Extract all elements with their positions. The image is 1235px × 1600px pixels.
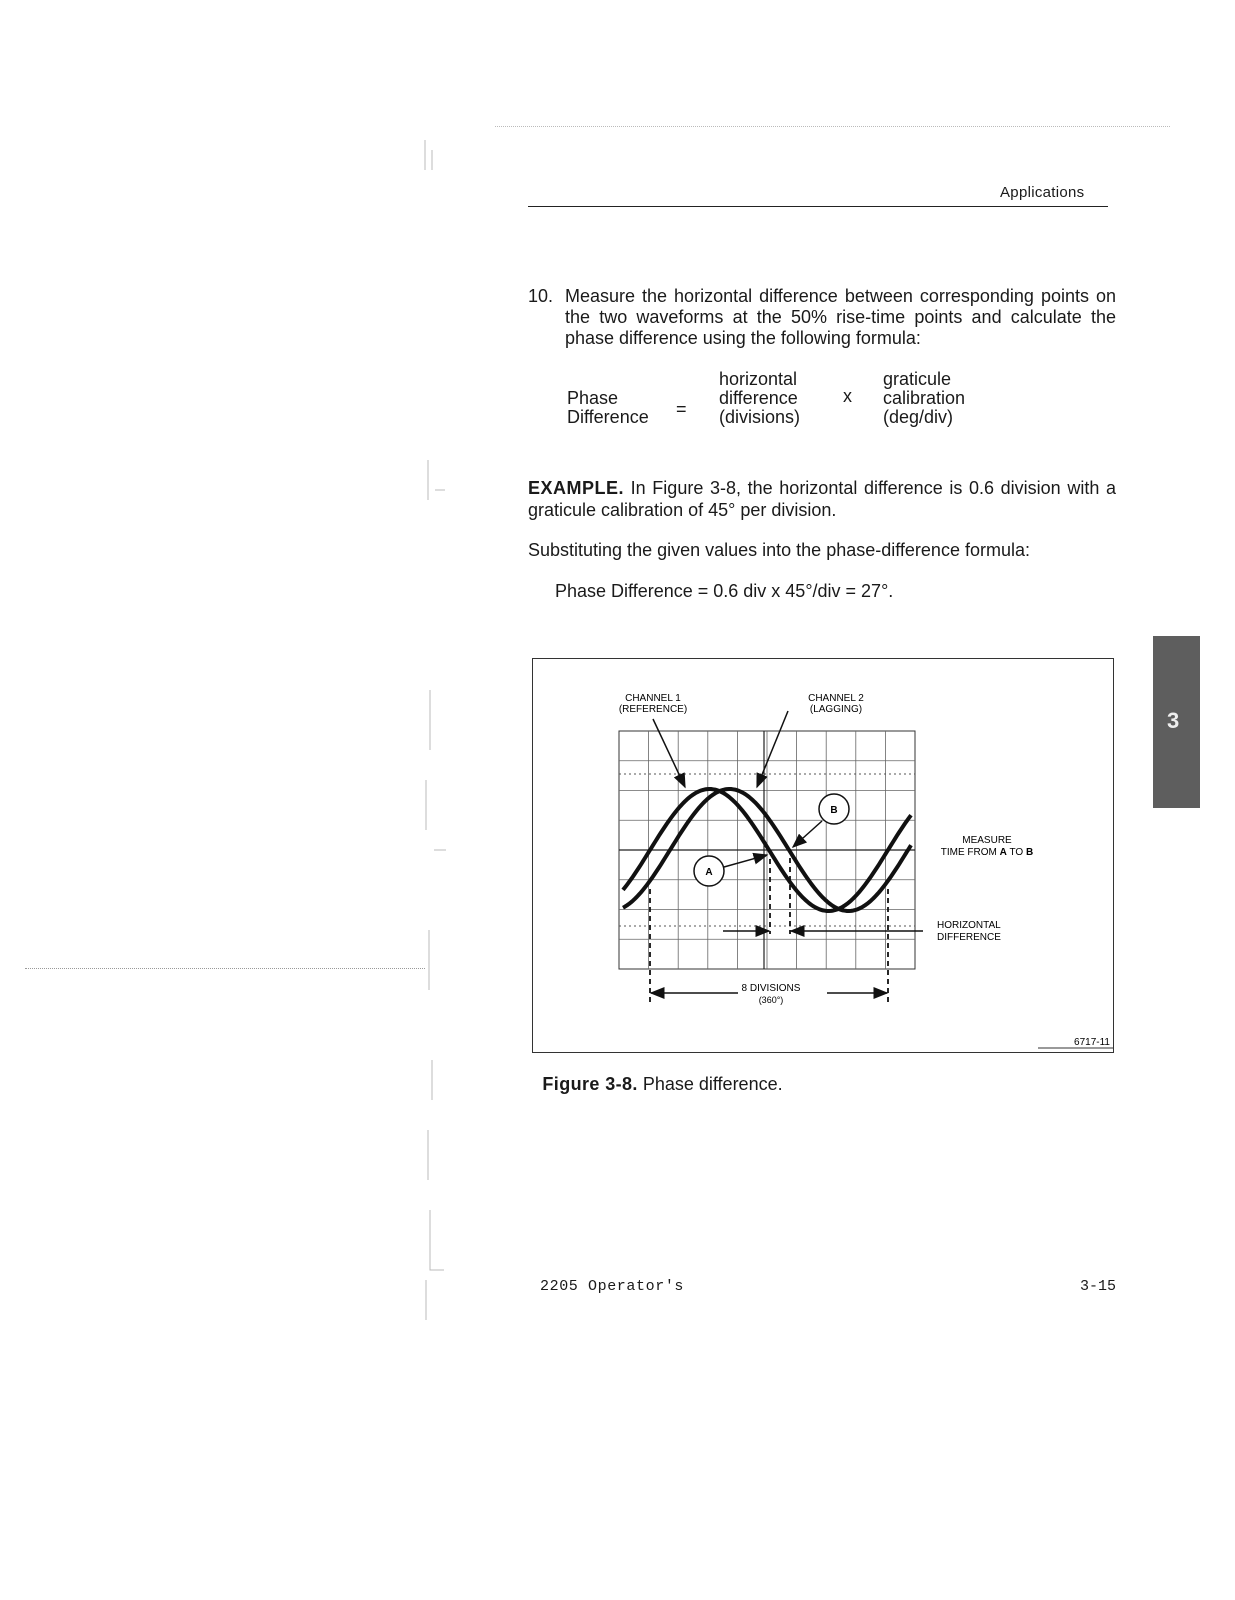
figure-caption-text: Phase difference.	[637, 1074, 783, 1094]
channel-1-label-line1: CHANNEL 1	[625, 693, 681, 704]
example-label: EXAMPLE.	[528, 478, 625, 498]
figure-caption-label: Figure 3-8.	[542, 1074, 638, 1094]
example-paragraph	[528, 477, 1116, 521]
phase-difference-diagram	[533, 659, 1113, 1052]
hdiff-label-line2: DIFFERENCE	[937, 932, 1001, 943]
channel-1-label-line2: (REFERENCE)	[618, 704, 688, 715]
scan-artifact-left-line	[25, 968, 425, 969]
hdiff-label-line1: HORIZONTAL	[937, 920, 1001, 931]
channel-1-pointer	[653, 719, 685, 787]
chapter-tab	[1153, 636, 1200, 808]
formula-term1: horizontal difference (divisions)	[719, 369, 801, 427]
substitution-text: Substituting the given values into the phase-difference formula:	[528, 540, 1030, 560]
channel-2-label-line1: CHANNEL 2	[808, 693, 864, 704]
result-equation: Phase Difference = 0.6 div x 45°/div = 27°.	[555, 581, 894, 601]
measure-label-line2: TIME FROM A TO B	[940, 847, 1034, 858]
header-rule	[528, 206, 1108, 207]
channel-2-label-line2: (LAGGING)	[809, 704, 863, 715]
point-b-label: B	[830, 805, 838, 816]
formula-times: x	[843, 386, 852, 406]
point-a-label: A	[705, 867, 713, 878]
chapter-tab-label: 3	[1167, 708, 1180, 733]
formula-lhs: Phase Difference	[567, 388, 649, 427]
step-text: Measure the horizontal difference between corresponding points on the two waveforms at the 50% rise-time points and calculate the phase difference using the following formula:	[565, 286, 1116, 348]
figure-caption	[0, 1074, 1235, 1095]
channel-2-pointer	[757, 711, 788, 787]
figure-id: 6717-11	[1074, 1037, 1110, 1048]
footer-page-number: 3-15	[1080, 1278, 1117, 1295]
point-b-pointer	[793, 821, 822, 847]
section-title: Applications	[1000, 184, 1085, 201]
measure-label-line1: MEASURE	[962, 835, 1012, 846]
figure-3-8	[532, 658, 1114, 1053]
footer-manual-title: 2205 Operator's	[540, 1278, 685, 1295]
formula-term2: graticule calibration (deg/div)	[883, 369, 966, 427]
scan-artifact-dotted-line	[495, 126, 1170, 127]
example-text: In Figure 3-8, the horizontal difference is 0.6 division with a graticule calibration of 45° per division.	[528, 478, 1116, 520]
step-10	[528, 286, 1116, 349]
point-a-pointer	[724, 855, 767, 867]
formula-equals: =	[676, 399, 687, 419]
binding-marks	[420, 130, 450, 1330]
step-number: 10.	[528, 286, 554, 306]
divisions-label-line2: (360°)	[758, 995, 784, 1005]
divisions-label-line1: 8 DIVISIONS	[741, 983, 801, 994]
